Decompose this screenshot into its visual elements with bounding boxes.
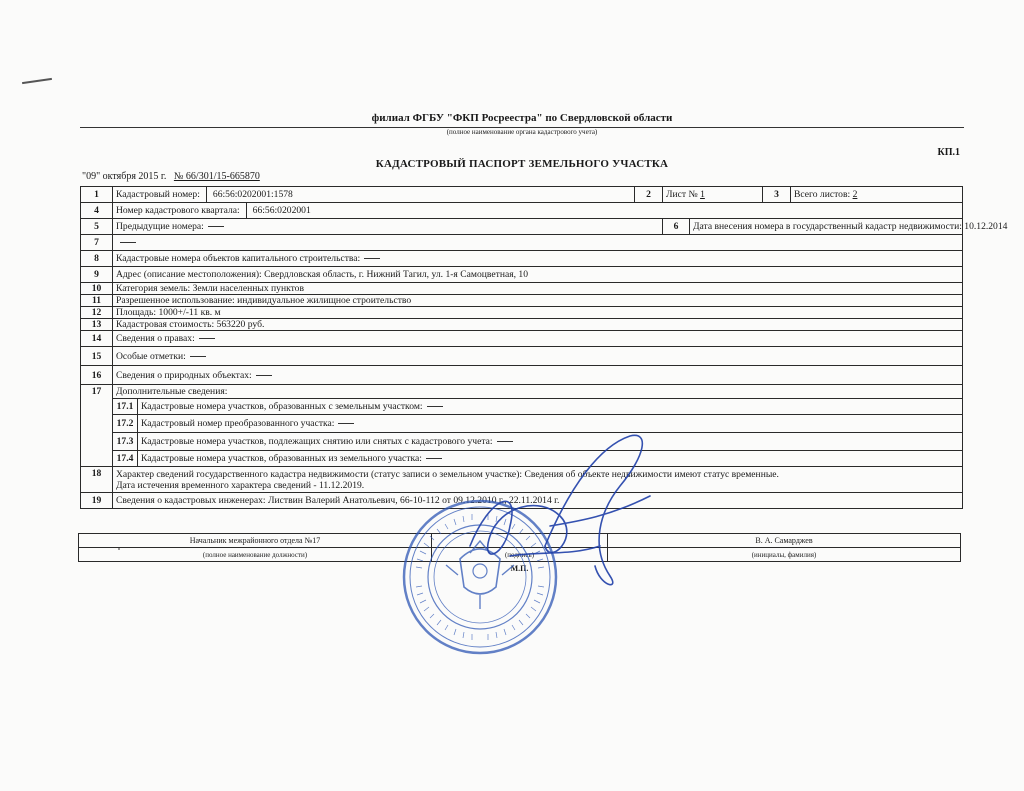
previous-numbers-cell [113, 219, 663, 235]
field-label: Сведения о правах: [116, 333, 195, 344]
row-number: 15 [81, 347, 113, 366]
row-number: 17.4 [113, 451, 138, 467]
doc-number: № 66/301/15-665870 [173, 171, 260, 182]
registration-date: Дата внесения номера в государственный кадастр недвижимости: 10.12.2014 [693, 221, 1008, 232]
table-row [81, 219, 963, 235]
table-row [81, 295, 963, 307]
quarter-number-cell [113, 203, 963, 219]
address: Адрес (описание местоположения): Свердловская область, г. Нижний Тагил, ул. 1-я Самоцветная, 10 [113, 267, 963, 283]
empty-dash [364, 258, 380, 259]
empty-dash [256, 375, 272, 376]
field-label: Кадастровые номера объектов капитального строительства: [116, 253, 361, 264]
row-number: 12 [81, 307, 113, 319]
org-name: филиал ФГБУ "ФКП Росреестра" по Свердловской области [371, 112, 673, 124]
row-7-cell [113, 235, 963, 251]
area: Площадь: 1000+/-11 кв. м [113, 307, 963, 319]
row-number: 18 [81, 467, 113, 493]
quarter-number: 66:56:0202001 [246, 203, 311, 218]
table-row [81, 283, 963, 295]
row-number: 8 [81, 251, 113, 267]
official-name: В. А. Самарджев [608, 534, 961, 548]
field-label: Лист № [666, 189, 698, 200]
date-line [82, 171, 260, 182]
row-number: 11 [81, 295, 113, 307]
field-label: Предыдущие номера: [116, 221, 204, 232]
empty-dash [427, 406, 443, 407]
row-number: 10 [81, 283, 113, 295]
official-position: Начальник межрайонного отдела №17 [79, 534, 432, 548]
cadastral-number-cell [113, 187, 635, 203]
name-caption: (инициалы, фамилия) [608, 548, 961, 562]
row-number: 14 [81, 331, 113, 347]
empty-dash [120, 242, 136, 243]
cadastral-value: Кадастровая стоимость: 563220 руб. [113, 319, 963, 331]
table-row [81, 203, 963, 219]
field-label: Сведения о природных объектах: [116, 369, 252, 381]
row-number: 17 [81, 385, 113, 467]
subtable-row [113, 399, 962, 415]
signature-caption: (подпись) [432, 548, 608, 562]
field-label: Всего листов: [794, 189, 851, 200]
empty-dash [338, 423, 354, 424]
row-number: 3 [763, 187, 791, 203]
row-number: 17.3 [113, 433, 138, 451]
row-number: 19 [81, 493, 113, 509]
table-row [81, 307, 963, 319]
org-caption: (полное наименование органа кадастрового учета) [446, 128, 598, 136]
empty-dash [199, 338, 215, 339]
field-label: Кадастровые номера участков, подлежащих снятию или снятых с кадастрового учета: [141, 436, 493, 447]
form-code: КП.1 [937, 147, 960, 158]
handwritten-signature [450, 426, 670, 596]
table-row [81, 187, 963, 203]
permitted-use: Разрешенное использование: индивидуальное жилищное строительство [113, 295, 963, 307]
land-category: Категория земель: Земли населенных пунктов [113, 283, 963, 295]
table-row [81, 366, 963, 385]
field-label: Кадастровые номера участков, образованных с земельным участком: [141, 401, 423, 412]
row-number: 1 [81, 187, 113, 203]
table-row [81, 267, 963, 283]
sheet-number-cell [663, 187, 763, 203]
record-status: Характер сведений государственного кадастра недвижимости (статус записи о земельном участке): Сведения об объекте недвижимости имеют статус временные. [116, 468, 779, 480]
registration-date-cell [663, 219, 1008, 235]
row-number: 16 [81, 366, 113, 385]
rights-cell [113, 331, 963, 347]
issue-date: "09" октября 2015 г. [82, 171, 167, 182]
row-number: 17.1 [113, 399, 138, 415]
special-marks-cell [113, 347, 963, 366]
field-label: Номер кадастрового квартала: [116, 205, 240, 216]
row-number: 4 [81, 203, 113, 219]
row-number: 6 [663, 219, 690, 234]
field-label: Кадастровый номер преобразованного участка: [141, 418, 335, 429]
temporary-expiry: Дата истечения временного характера сведений - 11.12.2019. [116, 479, 365, 491]
row-6-subtable [663, 219, 1008, 234]
table-row [81, 251, 963, 267]
row-number: 17.2 [113, 415, 138, 433]
total-sheets-cell [791, 187, 963, 203]
natural-objects-cell [113, 366, 963, 385]
field-label: Кадастровый номер: [116, 189, 200, 200]
row-number: 13 [81, 319, 113, 331]
total-sheets: 2 [852, 189, 858, 200]
empty-dash [208, 226, 224, 227]
field-label: Кадастровые номера участков, образованных из земельного участка: [141, 453, 422, 464]
position-caption: (полное наименование должности) [79, 548, 432, 562]
field-label: Особые отметки: [116, 350, 186, 362]
capital-objects-cell [113, 251, 963, 267]
cadastral-number: 66:56:0202001:1578 [206, 187, 293, 202]
seal-place-mark: М.П. [510, 564, 529, 573]
cadastral-engineer: Сведения о кадастровых инженерах: Листвин Валерий Анатольевич, 66-10-112 от 09.12.2010 г., 22.11.2014 г. [113, 493, 963, 509]
table-row [81, 331, 963, 347]
row-number: 7 [81, 235, 113, 251]
sheet-number: 1 [700, 189, 705, 200]
field-label: Дополнительные сведения: [116, 386, 228, 397]
scan-artifact [22, 78, 52, 84]
document-title: КАДАСТРОВЫЙ ПАСПОРТ ЗЕМЕЛЬНОГО УЧАСТКА [375, 158, 669, 170]
table-row [81, 347, 963, 366]
table-row [81, 319, 963, 331]
empty-dash [426, 458, 442, 459]
subrow-cell [138, 399, 963, 415]
table-row [81, 235, 963, 251]
row-number: 9 [81, 267, 113, 283]
row-number: 5 [81, 219, 113, 235]
row-number: 2 [635, 187, 663, 203]
empty-dash [190, 356, 206, 357]
